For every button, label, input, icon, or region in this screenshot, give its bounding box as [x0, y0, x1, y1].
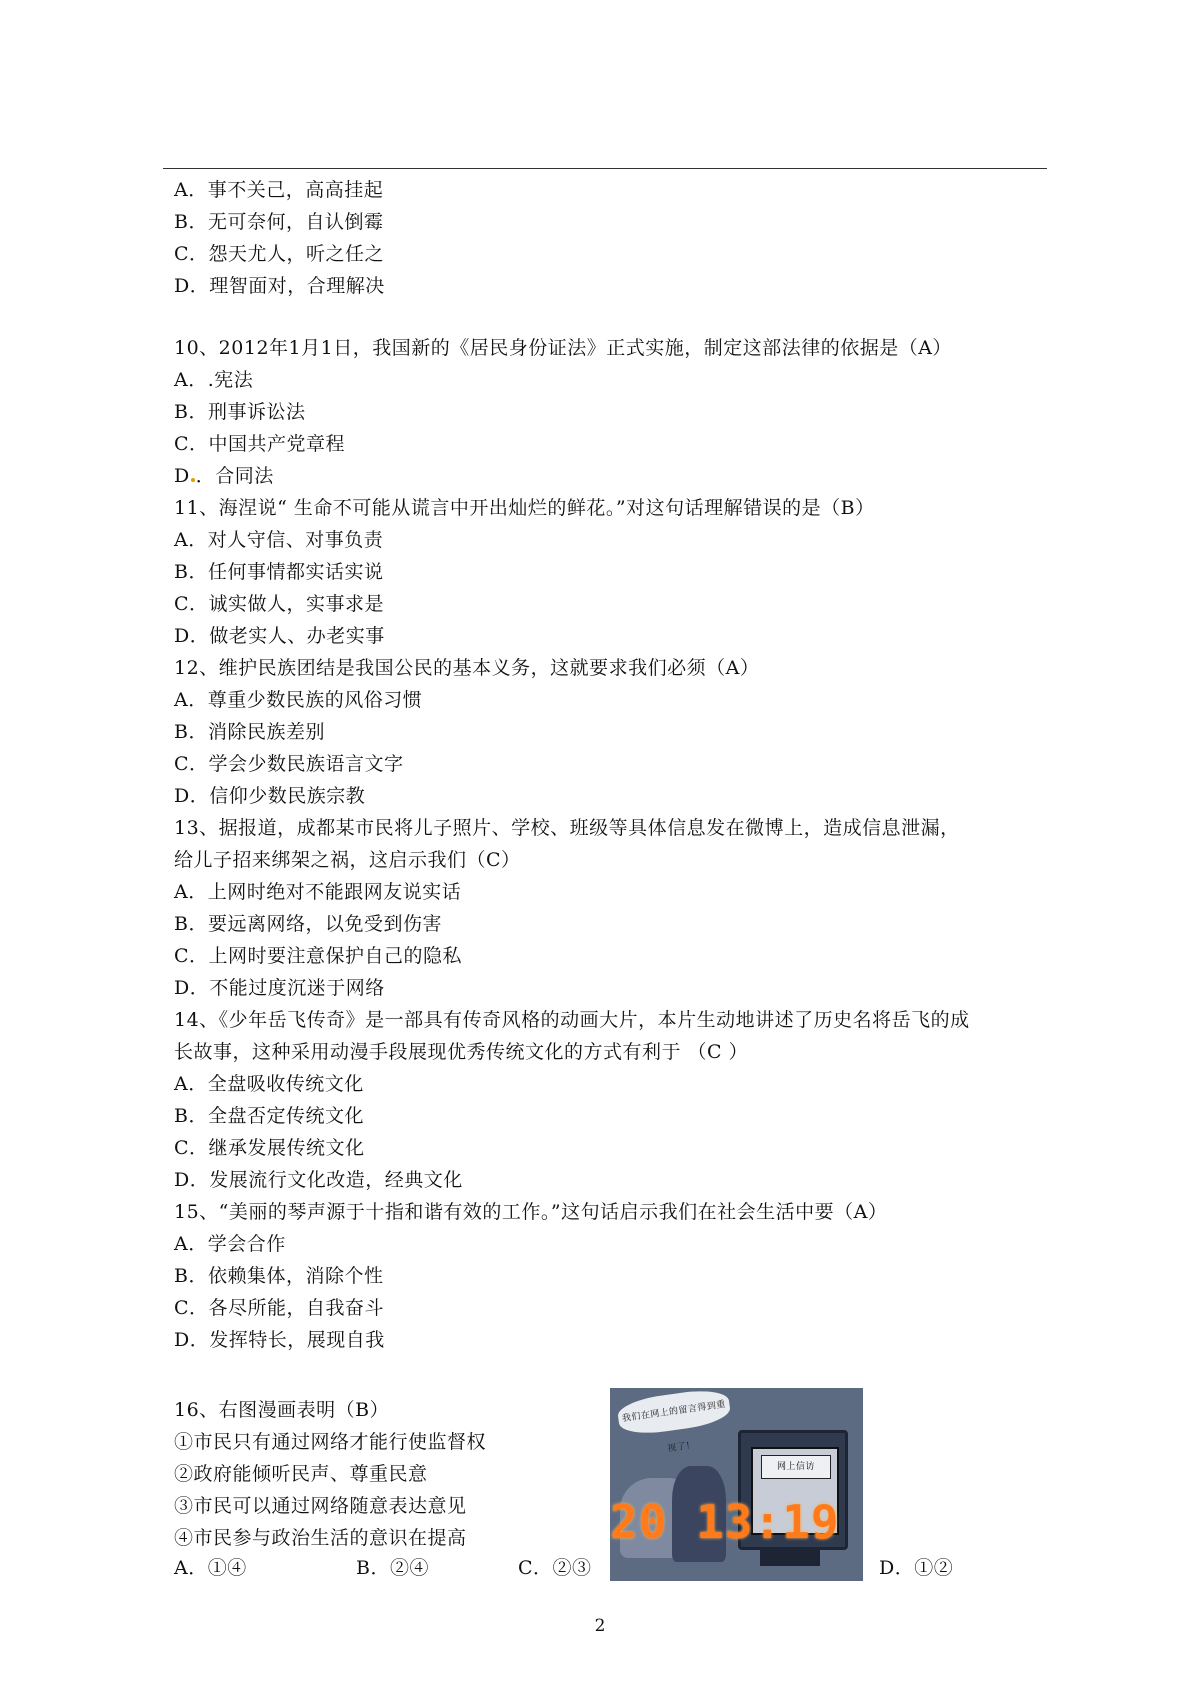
q16-options-row [174, 1552, 1054, 1584]
q9-option-d: D．理智面对，合理解决 [174, 275, 385, 297]
q15-option-c: C．各尽所能，自我奋斗 [174, 1297, 385, 1319]
q11-stem: 11、海涅说“ 生命不可能从谎言中开出灿烂的鲜花。”对这句话理解错误的是（B） [174, 497, 875, 519]
q16-stem: 16、右图漫画表明（B） [174, 1399, 390, 1421]
q12-option-b: B．消除民族差别 [174, 721, 325, 743]
q13-option-b: B．要远离网络，以免受到伤害 [174, 913, 442, 935]
q16-option-b: B．②④ [356, 1557, 429, 1579]
photo-timestamp: 20 13:19 [610, 1495, 840, 1549]
q14-option-a: A．全盘吸收传统文化 [174, 1073, 364, 1095]
q11-option-b: B．任何事情都实话实说 [174, 561, 384, 583]
q11-option-c: C．诚实做人，实事求是 [174, 593, 385, 615]
q12-option-c: C．学会少数民族语言文字 [174, 753, 404, 775]
q13-stem-line2: 给儿子招来绑架之祸，这启示我们（C） [174, 849, 521, 871]
q15-option-d: D．发挥特长，展现自我 [174, 1329, 385, 1351]
q14-option-d: D．发展流行文化改造，经典文化 [174, 1169, 463, 1191]
page-number: 2 [594, 1616, 606, 1636]
question-content [174, 174, 1054, 1588]
q10-stem: 10、2012年1月1日，我国新的《居民身份证法》正式实施，制定这部法律的依据是（A） [174, 337, 952, 359]
q14-option-b: B．全盘否定传统文化 [174, 1105, 364, 1127]
q15-stem: 15、“美丽的琴声源于十指和谐有效的工作。”这句话启示我们在社会生活中要（A） [174, 1201, 888, 1223]
stray-mark [191, 478, 195, 482]
q16-option-c: C．②③ [518, 1557, 592, 1579]
q9-option-c: C．怨天尤人，听之任之 [174, 243, 385, 265]
q16-statement-1: ①市民只有通过网络才能行使监督权 [174, 1431, 487, 1453]
q10-option-d-letter: D [174, 465, 190, 487]
q15-option-b: B．依赖集体，消除个性 [174, 1265, 384, 1287]
q15-option-a: A．学会合作 [174, 1233, 286, 1255]
q16-statement-3: ③市民可以通过网络随意表达意见 [174, 1495, 467, 1517]
q16-option-d: D．①② [879, 1557, 954, 1579]
cartoon-speech-banner: 我们在网上的留言得到重视了! [616, 1388, 732, 1438]
header-rule [163, 168, 1047, 169]
q16-block [174, 1388, 1054, 1588]
cartoon-screen-title: 网上信访 [761, 1455, 831, 1479]
q12-option-d: D．信仰少数民族宗教 [174, 785, 366, 807]
q14-stem-line1: 14、《少年岳飞传奇》是一部具有传奇风格的动画大片，本片生动地讲述了历史名将岳飞的成 [174, 1009, 970, 1031]
q13-option-d: D．不能过度沉迷于网络 [174, 977, 385, 999]
q9-option-b: B．无可奈何，自认倒霉 [174, 211, 384, 233]
q16-option-a: A．①④ [174, 1557, 247, 1579]
q16-statement-4: ④市民参与政治生活的意识在提高 [174, 1527, 467, 1549]
q14-stem-line2: 长故事，这种采用动漫手段展现优秀传统文化的方式有利于 （C ） [174, 1041, 749, 1063]
q10-option-a: A．.宪法 [174, 369, 254, 391]
q13-stem-line1: 13、据报道，成都某市民将儿子照片、学校、班级等具体信息发在微博上，造成信息泄漏， [174, 817, 960, 839]
q10-option-c: C．中国共产党章程 [174, 433, 346, 455]
q10-option-d-text: ．合同法 [195, 465, 274, 487]
q16-statement-2: ②政府能倾听民声、尊重民意 [174, 1463, 428, 1485]
q13-option-c: C．上网时要注意保护自己的隐私 [174, 945, 463, 967]
q12-option-a: A．尊重少数民族的风俗习惯 [174, 689, 423, 711]
q10-option-d [174, 460, 1054, 492]
q11-option-d: D．做老实人、办老实事 [174, 625, 385, 647]
q9-option-a: A．事不关己，高高挂起 [174, 179, 384, 201]
q13-option-a: A．上网时绝对不能跟网友说实话 [174, 881, 462, 903]
q12-stem: 12、维护民族团结是我国公民的基本义务，这就要求我们必须（A） [174, 657, 760, 679]
q11-option-a: A．对人守信、对事负责 [174, 529, 384, 551]
q10-option-b: B．刑事诉讼法 [174, 401, 306, 423]
q14-option-c: C．继承发展传统文化 [174, 1137, 365, 1159]
